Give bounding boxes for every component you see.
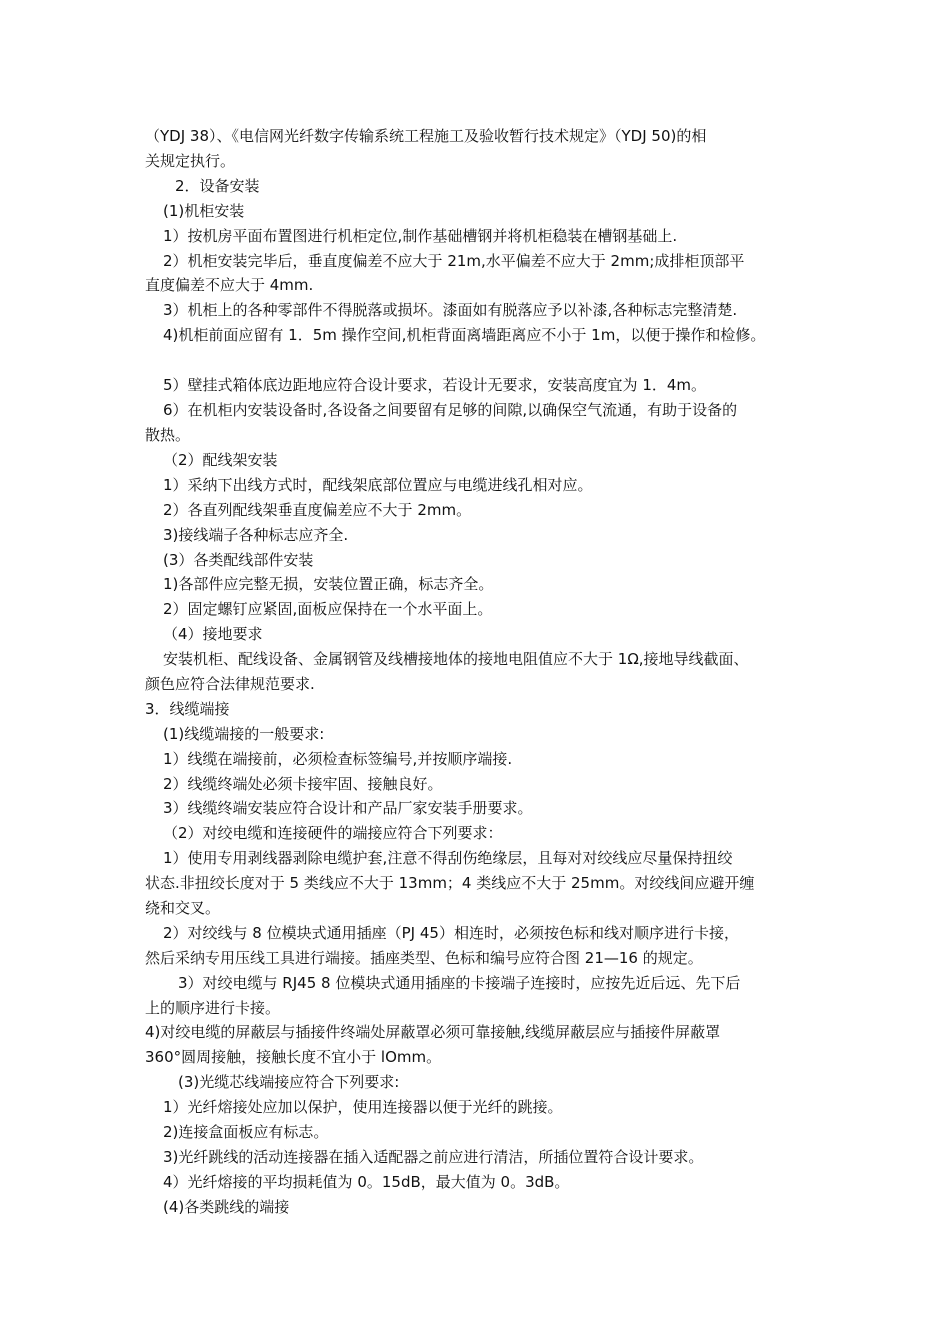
subsection-heading: (4)各类跳线的端接 [163, 1198, 290, 1216]
text-line: 2）固定螺钉应紧固,面板应保持在一个水平面上。 [163, 600, 493, 618]
text-line: 2）线缆终端处必须卡接牢固、接触良好。 [163, 775, 443, 793]
text-line: 360°圆周接触，接触长度不宜小于 lOmm。 [145, 1048, 442, 1066]
text-line: 5）壁挂式箱体底边距地应符合设计要求，若设计无要求，安装高度宜为 1．4m。 [163, 376, 707, 394]
subsection-heading: (1)机柜安装 [163, 202, 245, 220]
text-line: 上的顺序进行卡接。 [145, 999, 281, 1017]
text-line: 安装机柜、配线设备、金属钢管及线槽接地体的接地电阻值应不大于 1Ω,接地导线截面、 [163, 650, 749, 668]
text-line: 3）对绞电缆与 RJ45 8 位模块式通用插座的卡接端子连接时，应按先近后远、先下后 [178, 974, 741, 992]
text-line: 2）机柜安装完毕后，垂直度偏差不应大于 21m,水平偏差不应大于 2mm;成排柜顶部平 [163, 252, 745, 270]
subsection-heading: (3）各类配线部件安装 [163, 551, 314, 569]
text-line: 1）线缆在端接前，必须检查标签编号,并按顺序端接. [163, 750, 513, 768]
text-line: 2）各直列配线架垂直度偏差应不大于 2mm。 [163, 501, 472, 519]
text-line: （YDJ 38）、《电信网光纤数字传输系统工程施工及验收暂行技术规定》（YDJ 50)的相 [145, 127, 707, 145]
text-line: 1)各部件应完整无损，安装位置正确，标志齐全。 [163, 575, 494, 593]
subsection-heading: （2）对绞电缆和连接硬件的端接应符合下列要求： [163, 824, 503, 842]
subsection-heading: (1)线缆端接的一般要求: [163, 725, 325, 743]
subsection-heading: （2）配线架安装 [163, 451, 278, 469]
text-line: 4)机柜前面应留有 1．5m 操作空间,机柜背面离墙距离应不小于 1m，以便于操作和检修。 [163, 326, 766, 344]
text-line: 1）按机房平面布置图进行机柜定位,制作基础槽钢并将机柜稳装在槽钢基础上. [163, 227, 678, 245]
text-line: 3）线缆终端安装应符合设计和产品厂家安装手册要求。 [163, 799, 533, 817]
text-line: 状态.非扭绞长度对于 5 类线应不大于 13mm；4 类线应不大于 25mm。对绞线间应避开缠 [145, 874, 755, 892]
text-line: 4）光纤熔接的平均损耗值为 0。15dB，最大值为 0。3dB。 [163, 1173, 570, 1191]
subsection-heading: (3)光缆芯线端接应符合下列要求: [178, 1073, 400, 1091]
text-line: 关规定执行。 [145, 152, 236, 170]
section-heading: 2．设备安装 [175, 177, 260, 195]
subsection-heading: （4）接地要求 [163, 625, 263, 643]
text-line: 1）采纳下出线方式时，配线架底部位置应与电缆进线孔相对应。 [163, 476, 593, 494]
text-line: 颜色应符合法律规范要求. [145, 675, 315, 693]
text-line: 直度偏差不应大于 4mm. [145, 276, 314, 294]
text-line: 4)对绞电缆的屏蔽层与插接件终端处屏蔽罩必须可靠接触,线缆屏蔽层应与插接件屏蔽罩 [145, 1023, 721, 1041]
text-line: 1）使用专用剥线器剥除电缆护套,注意不得刮伤绝缘层，且每对对绞线应尽量保持扭绞 [163, 849, 733, 867]
text-line: 2)连接盒面板应有标志。 [163, 1123, 329, 1141]
text-line: 散热。 [145, 426, 191, 444]
text-line: 绕和交叉。 [145, 899, 221, 917]
text-line: 1）光纤熔接处应加以保护，使用连接器以便于光纤的跳接。 [163, 1098, 563, 1116]
text-line: 然后采纳专用压线工具进行端接。插座类型、色标和编号应符合图 21—16 的规定。 [145, 949, 703, 967]
text-line: 3)光纤跳线的活动连接器在插入适配器之前应进行清洁，所插位置符合设计要求。 [163, 1148, 704, 1166]
text-line: 3)接线端子各种标志应齐全. [163, 526, 349, 544]
section-heading: 3．线缆端接 [145, 700, 230, 718]
text-line: 2）对绞线与 8 位模块式通用插座（PJ 45）相连时，必须按色标和线对顺序进行卡接， [163, 924, 739, 942]
text-line: 6）在机柜内安装设备时,各设备之间要留有足够的间隙,以确保空气流通，有助于设备的 [163, 401, 738, 419]
text-line: 3）机柜上的各种零部件不得脱落或损坏。漆面如有脱落应予以补漆,各种标志完整清楚. [163, 301, 738, 319]
